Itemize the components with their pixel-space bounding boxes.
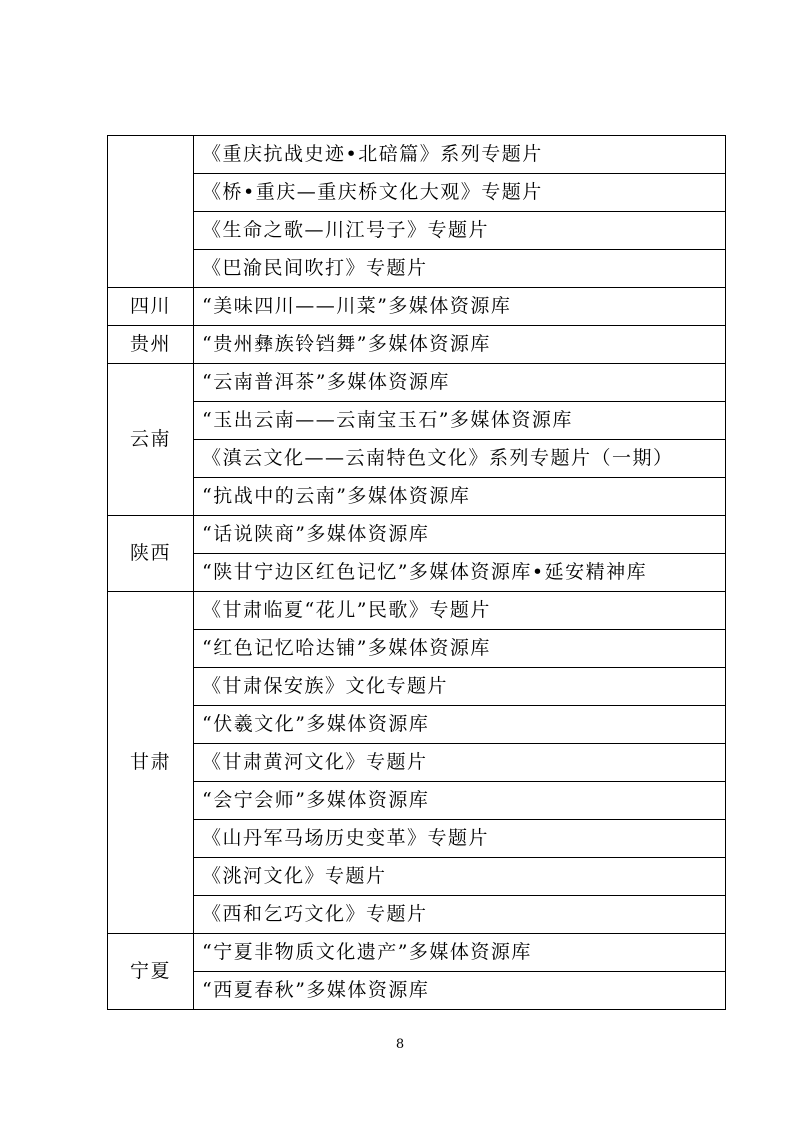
table-row bbox=[108, 592, 726, 630]
region-cell: 云南 bbox=[108, 364, 194, 516]
table-row bbox=[108, 896, 726, 934]
resource-item-cell: 《桥•重庆—重庆桥文化大观》专题片 bbox=[194, 174, 726, 212]
table-row bbox=[108, 478, 726, 516]
table-row bbox=[108, 820, 726, 858]
region-cell: 宁夏 bbox=[108, 934, 194, 1010]
region-cell: 贵州 bbox=[108, 326, 194, 364]
table-row bbox=[108, 668, 726, 706]
resource-item-cell: 《洮河文化》专题片 bbox=[194, 858, 726, 896]
resource-item-cell: 《生命之歌—川江号子》专题片 bbox=[194, 212, 726, 250]
region-cell: 陕西 bbox=[108, 516, 194, 592]
resource-item-cell: “贵州彝族铃铛舞”多媒体资源库 bbox=[194, 326, 726, 364]
table-row bbox=[108, 136, 726, 174]
resource-item-cell: 《重庆抗战史迹•北碚篇》系列专题片 bbox=[194, 136, 726, 174]
table-row bbox=[108, 250, 726, 288]
resource-item-cell: 《山丹军马场历史变革》专题片 bbox=[194, 820, 726, 858]
resource-item-cell: 《滇云文化——云南特色文化》系列专题片（一期） bbox=[194, 440, 726, 478]
table-row bbox=[108, 364, 726, 402]
table-row bbox=[108, 972, 726, 1010]
resource-item-cell: “抗战中的云南”多媒体资源库 bbox=[194, 478, 726, 516]
resource-item-cell: “云南普洱茶”多媒体资源库 bbox=[194, 364, 726, 402]
region-cell: 四川 bbox=[108, 288, 194, 326]
table-row bbox=[108, 212, 726, 250]
resource-item-cell: 《西和乞巧文化》专题片 bbox=[194, 896, 726, 934]
table-row bbox=[108, 516, 726, 554]
table-row bbox=[108, 744, 726, 782]
resource-item-cell: 《巴渝民间吹打》专题片 bbox=[194, 250, 726, 288]
resource-item-cell: “宁夏非物质文化遗产”多媒体资源库 bbox=[194, 934, 726, 972]
page-number: 8 bbox=[395, 1037, 405, 1052]
table-row bbox=[108, 934, 726, 972]
table-row bbox=[108, 288, 726, 326]
resource-item-cell: 《甘肃临夏“花儿”民歌》专题片 bbox=[194, 592, 726, 630]
resource-item-cell: “话说陕商”多媒体资源库 bbox=[194, 516, 726, 554]
resource-item-cell: “美味四川——川菜”多媒体资源库 bbox=[194, 288, 726, 326]
table-row bbox=[108, 174, 726, 212]
table-body bbox=[108, 136, 726, 1010]
resource-item-cell: “玉出云南——云南宝玉石”多媒体资源库 bbox=[194, 402, 726, 440]
resource-item-cell: “陕甘宁边区红色记忆”多媒体资源库•延安精神库 bbox=[194, 554, 726, 592]
resource-item-cell: “西夏春秋”多媒体资源库 bbox=[194, 972, 726, 1010]
resource-item-cell: 《甘肃保安族》文化专题片 bbox=[194, 668, 726, 706]
table-row bbox=[108, 858, 726, 896]
resource-table bbox=[107, 135, 726, 1010]
table-row bbox=[108, 782, 726, 820]
resource-item-cell: “会宁会师”多媒体资源库 bbox=[194, 782, 726, 820]
table-row bbox=[108, 630, 726, 668]
region-cell bbox=[108, 136, 194, 288]
table-row bbox=[108, 326, 726, 364]
table-row bbox=[108, 402, 726, 440]
resource-item-cell: “伏羲文化”多媒体资源库 bbox=[194, 706, 726, 744]
table-row bbox=[108, 440, 726, 478]
table-row bbox=[108, 706, 726, 744]
region-cell: 甘肃 bbox=[108, 592, 194, 934]
table-row bbox=[108, 554, 726, 592]
resource-item-cell: “红色记忆哈达铺”多媒体资源库 bbox=[194, 630, 726, 668]
resource-item-cell: 《甘肃黄河文化》专题片 bbox=[194, 744, 726, 782]
